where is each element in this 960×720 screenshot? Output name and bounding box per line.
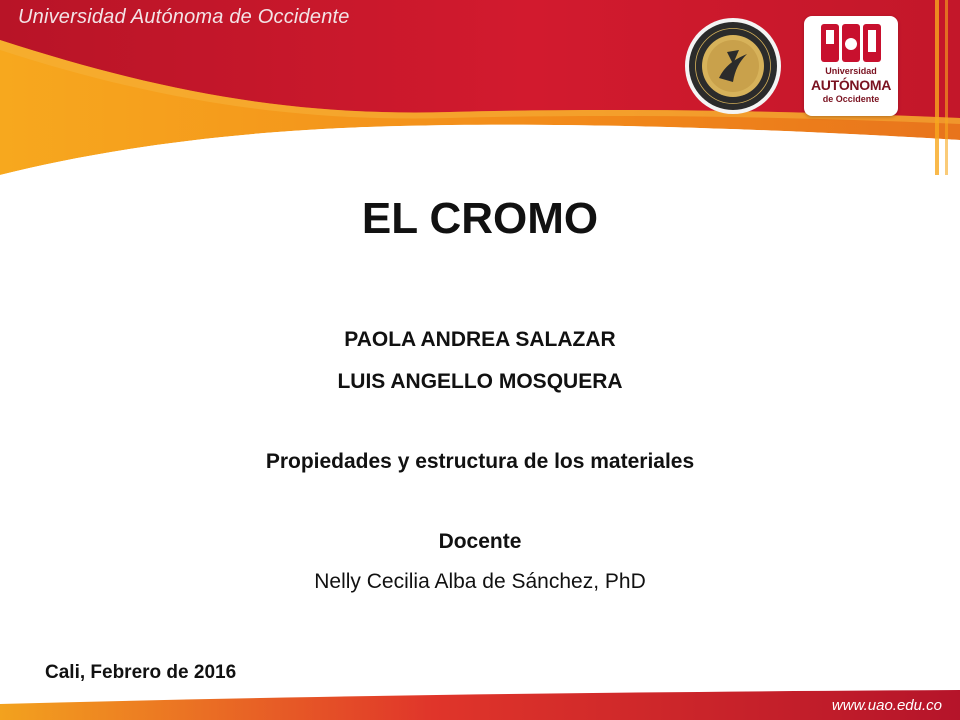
accreditation-seal-icon: [683, 16, 783, 116]
teacher-label: Docente: [438, 530, 522, 553]
logo-line-1: Universidad: [825, 66, 877, 76]
author-2: LUIS ANGELLO MOSQUERA: [337, 370, 623, 393]
footer-band: [0, 690, 960, 720]
university-name: Universidad Autónoma de Occidente: [18, 6, 350, 28]
course-name: Propiedades y estructura de los materiales: [265, 450, 695, 473]
author-1: PAOLA ANDREA SALAZAR: [344, 328, 616, 351]
logo-line-2: AUTÓNOMA: [810, 77, 892, 93]
date-location: Cali, Febrero de 2016: [45, 662, 237, 683]
slide-title: EL CROMO: [361, 194, 599, 243]
uao-logo-mark-icon: [821, 24, 881, 62]
website-url: www.uao.edu.co: [831, 697, 942, 714]
logo-line-3: de Occidente: [822, 94, 880, 104]
uao-logo: [804, 16, 898, 116]
teacher-name: Nelly Cecilia Alba de Sánchez, PhD: [314, 570, 646, 593]
